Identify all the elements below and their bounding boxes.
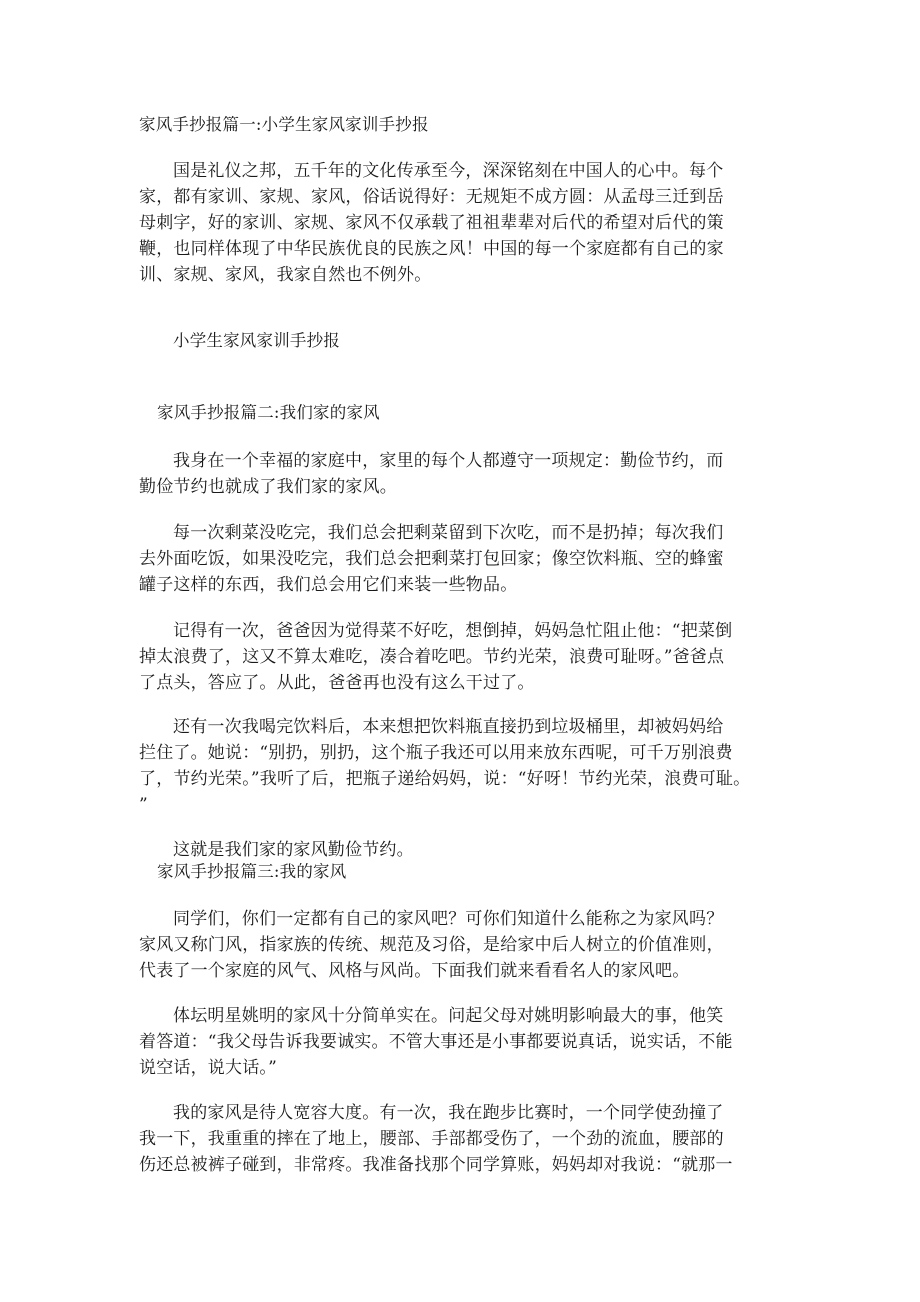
text-line: 勤俭节约也就成了我们家的家风。 (139, 477, 397, 497)
text-line: 鞭，也同样体现了中华民族优良的民族之风！中国的每一个家庭都有自己的家 (139, 239, 724, 259)
text-line: 母刺字，好的家训、家规、家风不仅承载了祖祖辈辈对后代的希望对后代的策 (139, 213, 724, 233)
text-line: 体坛明星姚明的家风十分简单实在。问起父母对姚明影响最大的事，他笑 (173, 1006, 724, 1026)
text-line: 训、家规、家风，我家自然也不例外。 (139, 265, 432, 285)
section-title-1: 家风手抄报篇一:小学生家风家训手抄报 (139, 115, 429, 134)
text-line: 我的家风是待人宽容大度。有一次，我在跑步比赛时，一个同学使劲撞了 (173, 1103, 724, 1123)
text-line: 同学们，你们一定都有自己的家风吧？可你们知道什么能称之为家风吗？ (173, 909, 724, 929)
text-line: 拦住了。她说：“别扔，别扔，这个瓶子我还可以用来放东西呢，可千万别浪费 (139, 743, 733, 763)
text-line: 了点头，答应了。从此，爸爸再也没有这么干过了。 (139, 673, 535, 693)
text-line: 了，节约光荣。”我听了后，把瓶子递给妈妈，说：“好呀！节约光荣，浪费可耻。 (139, 769, 751, 789)
text-line: 掉太浪费了，这又不算太难吃，凑合着吃吧。节约光荣，浪费可耻呀。”爸爸点 (139, 647, 725, 667)
subtitle-caption: 小学生家风家训手抄报 (173, 331, 340, 350)
text-line: 着答道：“我父母告诉我要诚实。不管大事还是小事都要说真话，说实话，不能 (139, 1032, 733, 1052)
text-line: 说空话，说大话。” (139, 1058, 277, 1078)
text-line: 每一次剩菜没吃完，我们总会把剩菜留到下次吃，而不是扔掉；每次我们 (173, 523, 724, 543)
text-line: 还有一次我喝完饮料后，本来想把饮料瓶直接扔到垃圾桶里，却被妈妈给 (173, 717, 724, 737)
text-line: 国是礼仪之邦，五千年的文化传承至今，深深铭刻在中国人的心中。每个 (173, 161, 724, 181)
text-line: ” (139, 795, 148, 815)
text-line: 我一下，我重重的摔在了地上，腰部、手部都受伤了，一个劲的流血，腰部的 (139, 1129, 724, 1149)
text-line: 我身在一个幸福的家庭中，家里的每个人都遵守一项规定：勤俭节约，而 (173, 451, 724, 471)
paragraph-6: 这就是我们家的家风勤俭节约。 (173, 840, 414, 860)
text-line: 家，都有家训、家规、家风，俗话说得好：无规矩不成方圆：从孟母三迁到岳 (139, 187, 724, 207)
text-line: 去外面吃饭，如果没吃完，我们总会把剩菜打包回家；像空饮料瓶、空的蜂蜜 (139, 549, 724, 569)
text-line: 罐子这样的东西，我们总会用它们来装一些物品。 (139, 575, 518, 595)
text-line: 家风又称门风，指家族的传统、规范及习俗，是给家中后人树立的价值准则， (139, 935, 724, 955)
text-line: 记得有一次，爸爸因为觉得菜不好吃，想倒掉，妈妈急忙阻止他：“把菜倒 (173, 621, 733, 641)
text-line: 伤还总被裤子碰到，非常疼。我准备找那个同学算账，妈妈却对我说：“就那一 (139, 1155, 733, 1175)
section-title-2: 家风手抄报篇二:我们家的家风 (157, 403, 380, 422)
section-title-3: 家风手抄报篇三:我的家风 (157, 862, 347, 881)
text-line: 代表了一个家庭的风气、风格与风尚。下面我们就来看看名人的家风吧。 (139, 961, 690, 981)
